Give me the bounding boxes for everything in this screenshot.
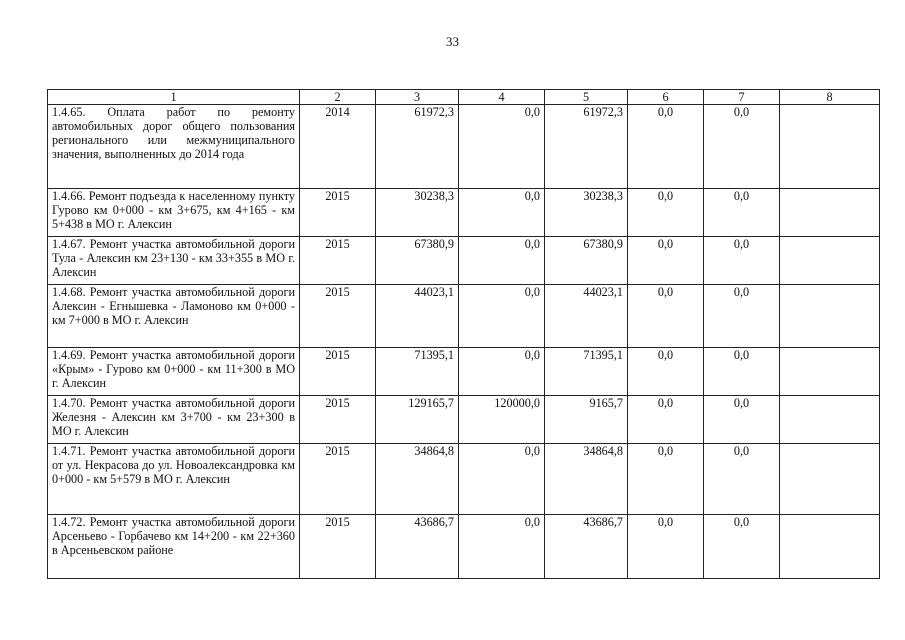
row-description: 1.4.71. Ремонт участка автомобильной дороги от ул. Некрасова до ул. Новоалександровка км 0+000 - км 5+579 в МО г. Алексин [48,444,300,515]
row-description: 1.4.65. Оплата работ по ремонту автомобильных дорог общего пользования регионального или межмуниципального значения, выполненных до 2014 года [48,105,300,189]
cell-col6: 0,0 [628,237,704,285]
cell-col4: 0,0 [459,189,545,237]
table-row [48,348,880,396]
cell-col6: 0,0 [628,444,704,515]
row-year: 2015 [300,189,376,237]
cell-col6: 0,0 [628,396,704,444]
row-year: 2015 [300,348,376,396]
row-year: 2014 [300,105,376,189]
cell-col6: 0,0 [628,348,704,396]
column-header: 5 [545,90,628,105]
cell-col5: 71395,1 [545,348,628,396]
cell-col8 [780,237,880,285]
cell-col8 [780,515,880,579]
cell-col8 [780,105,880,189]
column-header: 2 [300,90,376,105]
row-year: 2015 [300,515,376,579]
table-row [48,396,880,444]
cell-col4: 0,0 [459,444,545,515]
cell-col3: 71395,1 [376,348,459,396]
cell-col8 [780,189,880,237]
cell-col8 [780,444,880,515]
cell-col4: 120000,0 [459,396,545,444]
cell-col5: 44023,1 [545,285,628,348]
cell-col4: 0,0 [459,348,545,396]
cell-col5: 34864,8 [545,444,628,515]
cell-col8 [780,348,880,396]
row-year: 2015 [300,285,376,348]
column-header: 4 [459,90,545,105]
cell-col4: 0,0 [459,285,545,348]
table-row [48,189,880,237]
cell-col3: 44023,1 [376,285,459,348]
cell-col7: 0,0 [704,396,780,444]
cell-col7: 0,0 [704,237,780,285]
cell-col6: 0,0 [628,105,704,189]
cell-col6: 0,0 [628,285,704,348]
column-header: 8 [780,90,880,105]
table-row [48,237,880,285]
cell-col5: 43686,7 [545,515,628,579]
row-description: 1.4.70. Ремонт участка автомобильной дороги Железня - Алексин км 3+700 - км 23+300 в МО г. Алексин [48,396,300,444]
column-header: 1 [48,90,300,105]
cell-col6: 0,0 [628,515,704,579]
cell-col6: 0,0 [628,189,704,237]
cell-col3: 34864,8 [376,444,459,515]
cell-col8 [780,396,880,444]
column-header: 6 [628,90,704,105]
cell-col5: 61972,3 [545,105,628,189]
cell-col7: 0,0 [704,444,780,515]
cell-col7: 0,0 [704,515,780,579]
cell-col3: 61972,3 [376,105,459,189]
cell-col7: 0,0 [704,189,780,237]
cell-col7: 0,0 [704,348,780,396]
cell-col4: 0,0 [459,515,545,579]
row-description: 1.4.68. Ремонт участка автомобильной дороги Алексин - Егнышевка - Ламоново км 0+000 - км 7+000 в МО г. Алексин [48,285,300,348]
column-header: 3 [376,90,459,105]
table-row [48,285,880,348]
cell-col5: 67380,9 [545,237,628,285]
table-header-row [48,90,880,105]
row-year: 2015 [300,444,376,515]
table-row [48,105,880,189]
row-year: 2015 [300,396,376,444]
row-description: 1.4.67. Ремонт участка автомобильной дороги Тула - Алексин км 23+130 - км 33+355 в МО г. Алексин [48,237,300,285]
table-row [48,444,880,515]
row-description: 1.4.72. Ремонт участка автомобильной дороги Арсеньево - Горбачево км 14+200 - км 22+360 в Арсеньевском районе [48,515,300,579]
cell-col4: 0,0 [459,237,545,285]
row-description: 1.4.69. Ремонт участка автомобильной дороги «Крым» - Гурово км 0+000 - км 11+300 в МО г. Алексин [48,348,300,396]
table-row [48,515,880,579]
cell-col3: 129165,7 [376,396,459,444]
cell-col5: 30238,3 [545,189,628,237]
cell-col7: 0,0 [704,285,780,348]
cell-col3: 67380,9 [376,237,459,285]
row-description: 1.4.66. Ремонт подъезда к населенному пункту Гурово км 0+000 - км 3+675, км 4+165 - км 5+438 в МО г. Алексин [48,189,300,237]
budget-table [47,89,880,579]
row-year: 2015 [300,237,376,285]
page-number: 33 [446,34,459,49]
cell-col3: 30238,3 [376,189,459,237]
cell-col4: 0,0 [459,105,545,189]
column-header: 7 [704,90,780,105]
cell-col8 [780,285,880,348]
cell-col3: 43686,7 [376,515,459,579]
cell-col5: 9165,7 [545,396,628,444]
cell-col7: 0,0 [704,105,780,189]
